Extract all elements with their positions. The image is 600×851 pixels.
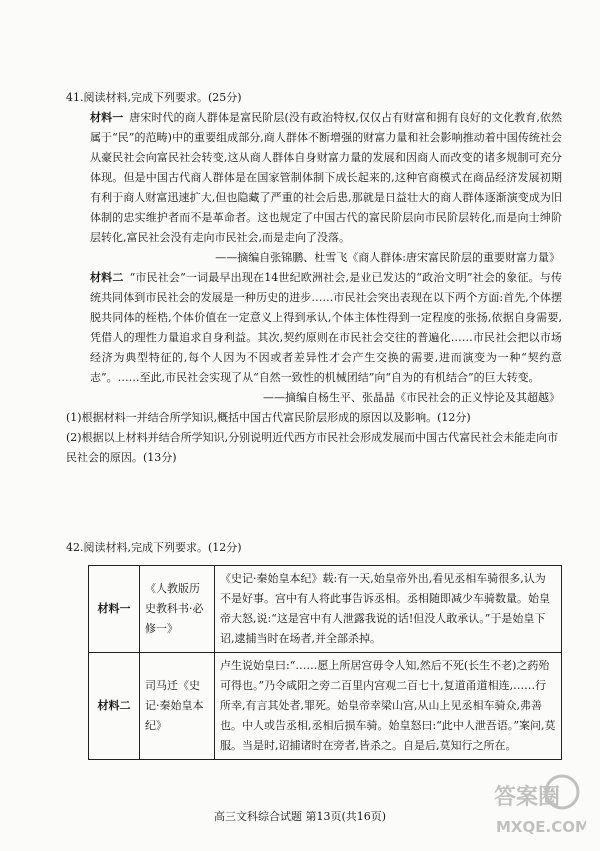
table-row xyxy=(89,566,562,653)
watermark-icon xyxy=(490,770,586,840)
question-42 xyxy=(66,538,562,558)
row-text: 《史记·秦始皇本纪》载:有一天,始皇帝外出,看见丞相车骑很多,认为不是好事。宫中有人将此事告诉丞相。丞相随即减少车骑数量。始皇帝大怒,说:“这是宫中有人泄露我说的话!但没人敢承认。”于是始皇下诏,逮捕当时在场者,并全部杀掉。 xyxy=(215,566,562,653)
page-footer: 高三文科综合试题 第13页(共16页) xyxy=(213,810,387,823)
row-label: 材料二 xyxy=(89,653,140,760)
material-2-label: 材料二 xyxy=(90,271,124,284)
question-42-title: 42.阅读材料,完成下列要求。(12分) xyxy=(66,541,242,554)
row-source: 司马迁《史记·秦始皇本纪》 xyxy=(140,653,215,760)
material-1-label: 材料一 xyxy=(90,111,124,124)
material-2-text: “市民社会”一词最早出现在14世纪欧洲社会,是业已发达的“政治文明”社会的象征。与传统共同体到市民社会的发展是一种历史的进步……市民社会突出表现在以下两个方面:首先,个体摆脱共同体的桎梏,个体价值在一定意义上得到承认,个体主体性得到一定程度的张扬,依据自身需要,凭借人的理性力量追求自身利益。其次,契约原则在市民社会交往的普遍化……市民社会把以市场经济为典型特征的,每个人因为不因或者差异性才会产生交换的需要,进而演变为一种“契约意志”。……至此,市民社会实现了从“自然一致性的机械团结”向“自为的有机结合”的巨大转变。 xyxy=(90,271,562,384)
watermark-text1: 答案圈 xyxy=(494,785,561,810)
material-1-source: ——摘编自张锦鹏、杜雪飞《商人群体:唐宋富民阶层的重要财富力量》 xyxy=(215,251,560,264)
subquestion-1: (1)根据材料一并结合所学知识,概括中国古代富民阶层形成的原因以及影响。(12分) xyxy=(66,411,471,424)
material-1-text: 唐宋时代的商人群体是富民阶层(没有政治特权,仅仅占有财富和拥有良好的文化教育,依然属于“民”的范畴)中的重要组成部分,商人群体不断增强的财富力量和社会影响推动着中国传统社会从豪民社会向富民社会转变,这从商人群体自身财富力量的发展和因商人而改变的诸多规制可充分体现。但是中国古代商人群体是在国家管制体制下成长起来的,这种官商模式在商品经济发展初期有利于商人财富迅速扩大,但也隐藏了严重的社会后患,那就是日益壮大的商人群体逐渐演变成为旧体制的忠实维护者而不是革命者。这也规定了中国古代的富民阶层向市民阶层转化,而是向士绅阶层转化,富民社会没有走向市民社会,而是走向了没落。 xyxy=(90,111,562,244)
question-41 xyxy=(66,88,562,468)
row-label: 材料一 xyxy=(89,566,140,653)
material-1 xyxy=(66,108,562,248)
material-2 xyxy=(66,268,562,388)
row-text: 卢生说始皇曰:“……愿上所居宫毋令人知,然后不死(长生不老)之药殆可得也。”乃令咸阳之旁二百里内宫观二百七十,复道甬道相连,……行所幸,有言其处者,罪死。始皇帝幸梁山宫,从山上见丞相车骑众,弗善也。中人或告丞相,丞相后损车骑。始皇怒曰:“此中人泄吾语。”案问,莫服。当是时,诏捕诸时在旁者,皆杀之。自是后,莫知行之所在。 xyxy=(215,653,562,760)
row-source: 《人教版历史教科书·必修一》 xyxy=(140,566,215,653)
materials-table xyxy=(88,565,562,760)
material-2-source: ——摘编自杨生平、张晶晶《市民社会的正义悖论及其超越》 xyxy=(263,391,560,404)
watermark-logo xyxy=(490,770,586,840)
watermark-text2: MXQE.COM xyxy=(496,818,586,836)
question-41-title: 41.阅读材料,完成下列要求。(25分) xyxy=(66,91,242,104)
table-row xyxy=(89,653,562,760)
subquestion-2: (2)根据以上材料并结合所学知识,分别说明近代西方市民社会形成发展而中国古代富民社会未能走向市民社会的原因。(13分) xyxy=(66,431,559,464)
